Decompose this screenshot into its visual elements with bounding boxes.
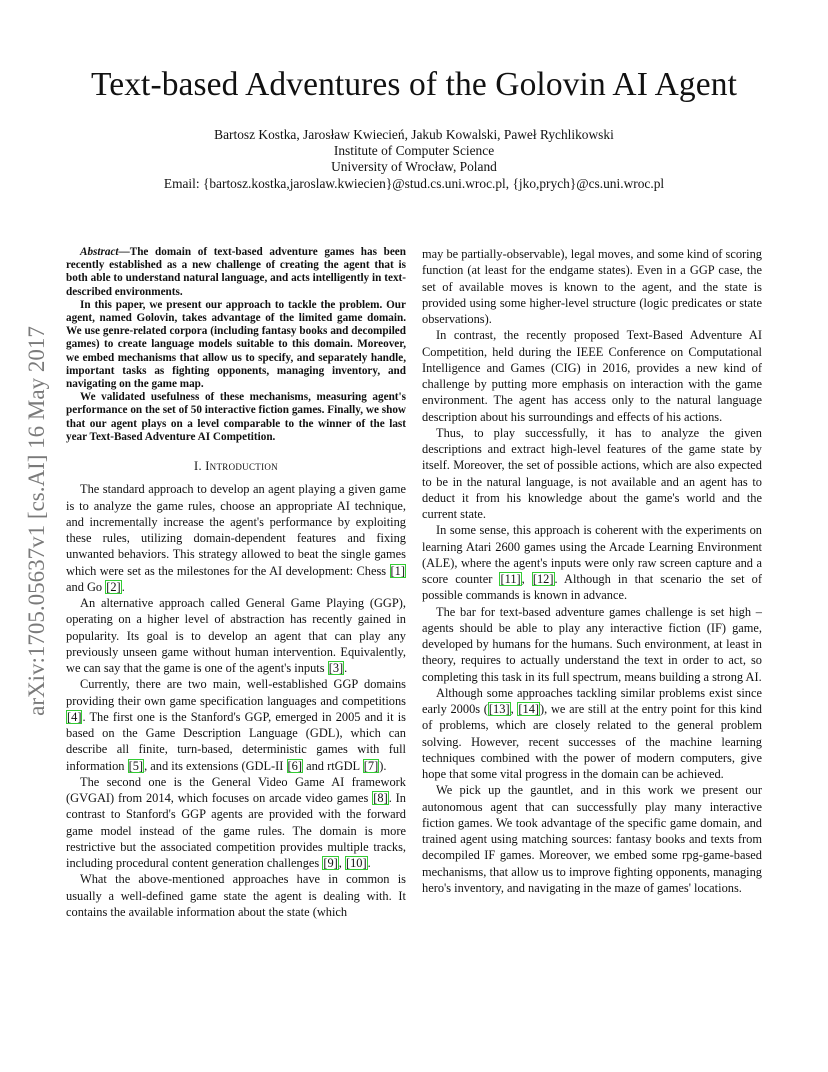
author-institute: Institute of Computer Science bbox=[333, 143, 495, 159]
abstract-label: Abstract bbox=[80, 246, 119, 258]
intro-paragraph-2: An alternative approach called General Game Playing (GGP), operating on a higher level of abstraction has recently gained in popularity. Its goal is to develop an agent that can play any previously unseen game without human intervention. Equivalently, we can say that the game is one of the agent's inputs [3]. bbox=[66, 596, 406, 676]
body-paragraph: We pick up the gauntlet, and in this work we present our autonomous agent that can successfully play many interactive fiction games. We took advantage of the specific game domain, and trained agent using matching sources: fantasy books and texts from decompiled IF games. Moreover, we embed some rpg-game-based mechanisms, that allow us to improve fighting opponents, managing hero's inventory, and navigating in the maze of games' locations. bbox=[422, 783, 762, 895]
section-heading-introduction bbox=[66, 458, 406, 474]
citation-link[interactable]: [12] bbox=[532, 572, 554, 586]
paper-title: Text-based Adventures of the Golovin AI Agent bbox=[91, 66, 737, 103]
body-paragraph: Although some approaches tackling similar problems exist since early 2000s ([13], [14]), we are still at the entry point for this kind of problems, which are closely related to the general problem solving. However, recent successes of the machine learning techniques combined with the power of modern computers, give hope that some vital progress in the domain can be achieved. bbox=[422, 685, 762, 781]
citation-link[interactable]: [8] bbox=[373, 791, 388, 806]
left-column bbox=[66, 246, 406, 920]
intro-paragraph-3: Currently, there are two main, well-established GGP domains providing their own game specification languages and competitions [4]. The first one is the Stanford's GGP, emerged in 2005 and it is based on the Game Description Language (GDL), which can describe all finite, turn-based, deterministic games with full information [5], and its extensions (GDL-II [6] and rtGDL [7]). bbox=[66, 677, 406, 773]
abstract-paragraph-1 bbox=[66, 246, 406, 299]
right-column bbox=[422, 246, 762, 896]
citation-link[interactable]: [1] bbox=[390, 563, 405, 578]
body-paragraph: In some sense, this approach is coherent with the experiments on learning Atari 2600 games using the Arcade Learning Environment (ALE), where the agent's inputs were only raw screen capture and a score counter [11], [12]. Although in that scenario the set of possible commands is known in advance. bbox=[422, 523, 762, 603]
body-paragraph: The bar for text-based adventure games challenge is set high – agents should be able to play any interactive fiction (IF) game, developed by humans for the humans. Such environment, at least in theory, requires to actually understand the text in order to act, so completing this task in its full spectrum, means building a strong AI. bbox=[422, 604, 762, 684]
abstract-text-1: —The domain of text-based adventure games has been recently established as a new challenge of creating the agent that is both able to understand natural language, and acts intelligently in text-described environments. bbox=[66, 246, 406, 298]
intro-paragraph-4: The second one is the General Video Game AI framework (GVGAI) from 2014, which focuses on arcade video games [8]. In contrast to Stanford's GGP agents are provided with the forward game model instead of the game rules. The domain is more restrictive but the associated competition provides multiple tracks, including procedural content generation challenges [9], [10]. bbox=[66, 774, 406, 871]
citation-link[interactable]: [6] bbox=[287, 758, 302, 773]
citation-link[interactable]: [4] bbox=[67, 709, 82, 724]
citation-link[interactable]: [10] bbox=[345, 856, 367, 871]
arxiv-sidebar bbox=[22, 286, 52, 756]
body-paragraph: Thus, to play successfully, it has to analyze the given descriptions and extract high-level features of the game state by itself. Moreover, the set of possible actions, which are also expected to be in the natural language, is not available and an agent has to deduct it from his knowledge about the game's world and the current state. bbox=[422, 425, 762, 521]
citation-link[interactable]: [5] bbox=[128, 758, 144, 773]
section-title: Introduction bbox=[205, 459, 278, 474]
section-number: I. bbox=[194, 459, 202, 474]
citation-link[interactable]: [13] bbox=[488, 702, 510, 716]
body-paragraph: In contrast, the recently proposed Text-Based Adventure AI Competition, held during the IEEE Conference on Computational Intelligence and Games (CIG) in 2016, provides a new kind of challenge by putting more emphasis on interaction with the game environment. The agent has access only to the natural language description about his surroundings and effects of his actions. bbox=[422, 328, 762, 424]
arxiv-identifier: arXiv:1705.05637v1 [cs.AI] 16 May 2017 bbox=[24, 326, 49, 716]
intro-paragraph-1: The standard approach to develop an agent playing a given game is to analyze the game rules, choose an appropriate AI technique, and incrementally increase the agent's performance by exploiting these rules, utilizing domain-dependent features and fixing unwanted behaviors. This strategy allowed to beat the single games which were set as the milestones for the AI development: Chess [1] and Go [2]. bbox=[66, 482, 406, 594]
citation-link[interactable]: [7] bbox=[363, 758, 379, 773]
author-email: Email: {bartosz.kostka,jaroslaw.kwiecien}@stud.cs.uni.wroc.pl, {jko,prych}@cs.uni.wroc.pl bbox=[163, 175, 665, 191]
abstract-paragraph-3: We validated usefulness of these mechanisms, measuring agent's performance on the set of 50 interactive fiction games. Finally, we show that our agent plays on a level comparable to the winner of the last year Text-Based Adventure AI Competition. bbox=[66, 391, 406, 443]
citation-link[interactable]: [3] bbox=[328, 661, 344, 676]
author-university: University of Wrocław, Poland bbox=[331, 159, 497, 175]
citation-link[interactable]: [9] bbox=[323, 856, 338, 871]
citation-link[interactable]: [14] bbox=[518, 702, 540, 716]
intro-paragraph-5: What the above-mentioned approaches have in common is usually a well-defined game state the agent is dealing with. It contains the available information about the state (which bbox=[66, 872, 406, 919]
abstract-paragraph-2: In this paper, we present our approach to tackle the problem. Our agent, named Golovin, takes advantage of the limited game domain. We use genre-related corpora (including fantasy books and decompiled games) to create language models suitable to this domain. Moreover, we embed mechanisms that allow us to specify, and separately handle, important tasks as fighting opponents, managing inventory, and navigating on the game map. bbox=[66, 298, 406, 391]
body-paragraph-continued: may be partially-observable), legal moves, and some kind of scoring function (at least for the endgame states). Even in a GGP case, the set of available moves is known to the agent, and the state is provided using some higher-level structure (logic predicates or state observations). bbox=[422, 247, 762, 326]
citation-link[interactable]: [11] bbox=[500, 572, 521, 586]
citation-link[interactable]: [2] bbox=[106, 579, 121, 594]
author-block bbox=[0, 127, 828, 192]
author-names: Bartosz Kostka, Jarosław Kwiecień, Jakub Kowalski, Paweł Rychlikowski bbox=[214, 127, 614, 142]
